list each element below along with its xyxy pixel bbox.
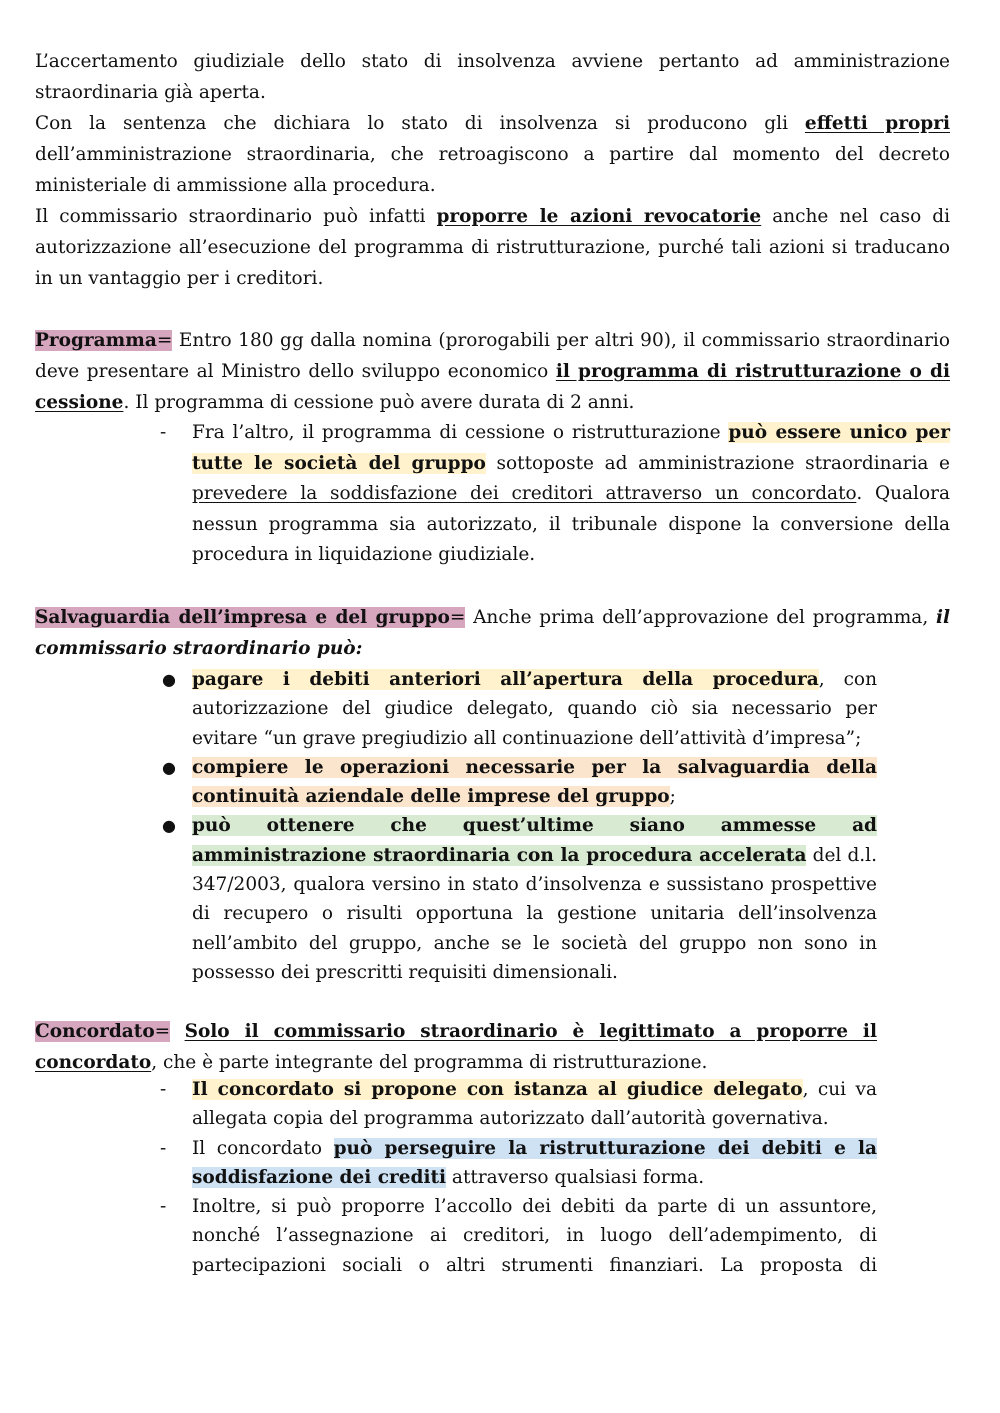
salvaguardia-text-a: Anche prima dell’approvazione del programma, [465,607,936,628]
concordato-underline: prevedere la soddisfazione dei creditori attraverso un concordato [192,483,857,504]
item-text-a: Fra l’altro, il programma di cessione o ristrutturazione [192,422,729,443]
item-text-a: Il concordato [192,1137,334,1159]
salvaguardia-eq: = [449,607,466,628]
item-text-e: . Qualora nessun programma sia autorizzato, il tribunale dispone la conversione della procedura in liquidazione giudiziale. [192,483,950,565]
intro-paragraph-2 [35,108,950,201]
item-text-c: sottoposte ad amministrazione straordinaria e [485,452,950,474]
concordato-heading: Concordato [35,1021,155,1042]
bullet-marker: ● [162,757,176,777]
dash-marker: - [160,1079,167,1100]
concordato-text-b: , che è parte integrante del programma di ristrutturazione. [151,1052,708,1073]
programma-eq: = [156,330,173,351]
salvaguardia-heading: Salvaguardia dell’impresa e del gruppo [35,607,450,628]
concordato-section [35,1016,877,1078]
intro-p3-text-c: anche nel caso di autorizzazione all’esecuzione del programma di ristrutturazione, purché tali azioni si traducano in un vantaggio per i creditori. [35,206,950,289]
intro-paragraph-3 [35,201,950,294]
list-item [162,753,877,812]
list-item [160,1134,877,1193]
programma-emphasis: il programma di ristrutturazione o di cessione [35,361,951,413]
list-item [160,418,950,571]
item-text-b: , cui va allegata copia del programma autorizzato dall’autorità governativa. [192,1079,877,1130]
procedura-accelerata-highlight: può ottenere che quest’ultime siano ammesse ad amministrazione straordinaria con la procedura accelerata [192,815,877,866]
ristrutturazione-highlight: può perseguire la ristrutturazione dei debiti e la soddisfazione dei crediti [192,1137,877,1188]
continuita-aziendale-highlight: compiere le operazioni necessarie per la salvaguardia della continuità aziendale delle imprese del gruppo [192,756,877,808]
programma-heading: Programma [35,330,157,351]
list-item [160,1075,877,1134]
concordato-eq: = [154,1021,171,1042]
pagare-debiti-highlight: pagare i debiti anteriori all’apertura della procedura [192,669,819,690]
azioni-revocatorie-emphasis: proporre le azioni revocatorie [436,206,762,227]
list-item [162,665,877,753]
salvaguardia-paragraph [35,602,950,664]
salvaguardia-section [35,602,950,664]
list-item [162,811,877,987]
salvaguardia-emphasis: il commissario straordinario può: [35,607,951,659]
concordato-list [160,1075,877,1280]
intro-p2-text-a: Con la sentenza che dichiara lo stato di insolvenza si producono gli [35,113,805,134]
intro-paragraph-1 [35,46,950,108]
item-text-b: del d.l. 347/2003, qualora versino in stato d’insolvenza e sussistano prospettive di recupero o risulti opportuna la gestione unitaria dell’insolvenza nell’ambito del gruppo, anche se le società del gruppo non sono in possesso dei prescritti requisiti dimensionali. [192,844,877,983]
programma-text-c: . Il programma di cessione può avere durata di 2 anni. [123,392,635,413]
programma-list [160,418,950,571]
dash-marker: - [160,1137,167,1159]
programma-paragraph [35,325,950,418]
list-item [160,1192,877,1280]
concordato-paragraph [35,1016,877,1078]
gruppo-unico-highlight: può essere unico per tutte le società del gruppo [192,422,950,474]
istanza-highlight: Il concordato si propone con istanza al giudice delegato [192,1079,803,1100]
intro-p2-text-c: dell’amministrazione straordinaria, che retroagiscono a partire dal momento del decreto ministeriale di ammissione alla procedura. [35,144,950,196]
item-text-b: , con autorizzazione del giudice delegato, quando ciò sia necessario per evitare “un grave pregiudizio all continuazione dell’attività d’impresa”; [192,669,877,749]
salvaguardia-list [162,665,877,987]
programma-text-a: Entro 180 gg dalla nomina (prorogabili per altri 90), il commissario straordinario deve presentare al Ministro dello sviluppo economico [35,330,950,382]
intro-paragraph-1-text: L’accertamento giudiziale dello stato di insolvenza avviene pertanto ad amministrazione straordinaria già aperta. [35,51,950,103]
item-text-b: ; [669,786,676,808]
bullet-marker: ● [162,670,176,689]
effetti-propri-emphasis: effetti propri [804,113,950,134]
concordato-emphasis: Solo il commissario straordinario è legittimato a proporre il concordato [35,1021,877,1073]
bullet-marker: ● [162,816,176,836]
dash-marker: - [160,1196,167,1218]
item-text-a: Inoltre, si può proporre l’accollo dei debiti da parte di un assuntore, nonché l’assegnazione ai creditori, in luogo dell’adempimento, di partecipazioni sociali o altri strumenti finanziari. La proposta di [192,1196,877,1276]
item-text-c: attraverso qualsiasi forma. [446,1166,705,1188]
dash-marker: - [160,422,167,443]
intro-section [35,46,950,294]
programma-section [35,325,950,418]
intro-p3-text-a: Il commissario straordinario può infatti [35,206,437,227]
